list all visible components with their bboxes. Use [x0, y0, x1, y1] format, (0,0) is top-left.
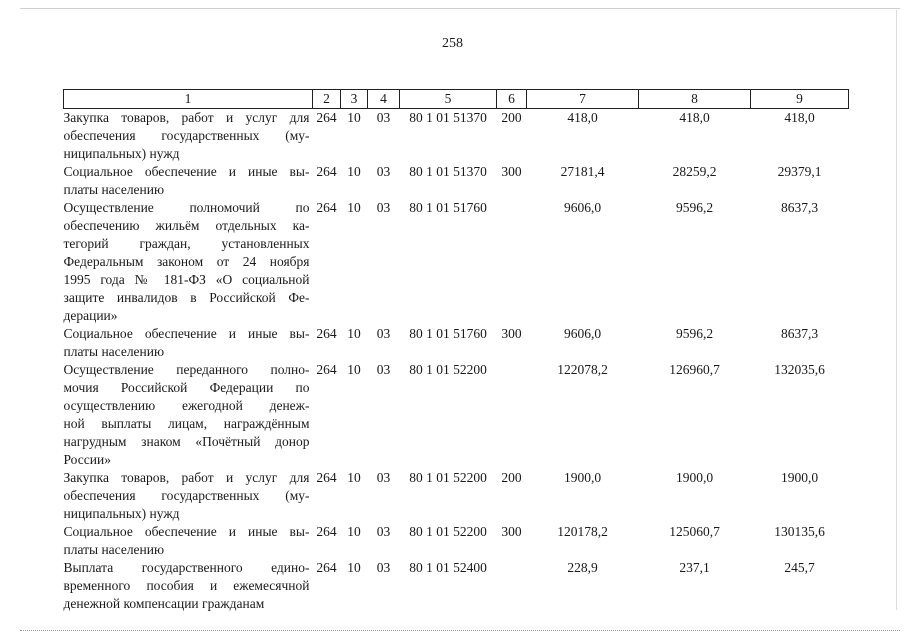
table-row — [64, 523, 849, 559]
item-name-line: платы населению — [63, 344, 165, 359]
table-body — [64, 109, 849, 614]
table-row — [64, 163, 849, 199]
item-name-line: тегорий граждан, установленных — [63, 236, 310, 251]
header-cell-6: 6 — [497, 90, 527, 109]
cell-item-name — [64, 199, 313, 325]
cell-subsection: 03 — [376, 470, 391, 485]
header-cell-9: 9 — [751, 90, 849, 109]
cell-expense-type — [497, 199, 527, 325]
cell-amount-year-3: 8637,3 — [780, 326, 819, 341]
cell-ministry-code: 264 — [316, 164, 337, 179]
cell-section: 10 — [347, 362, 361, 377]
cell-section: 10 — [347, 560, 361, 575]
item-name-line: осуществлению ежегодной денеж- — [63, 398, 310, 413]
cell-amount-year-3: 1900,0 — [780, 470, 819, 485]
cell-expense-type — [497, 361, 527, 469]
cell-amount-year-3: 245,7 — [784, 560, 815, 575]
item-name-line: Закупка товаров, работ и услуг для — [63, 110, 310, 125]
cell-subsection: 03 — [376, 362, 391, 377]
cell-subsection: 03 — [376, 326, 391, 341]
cell-ministry-code: 264 — [316, 524, 337, 539]
cell-ministry-code: 264 — [316, 110, 337, 125]
cell-section: 10 — [347, 200, 361, 215]
cell-item-name — [64, 361, 313, 469]
item-name-line: Социальное обеспечение и иные вы- — [63, 326, 310, 341]
cell-ministry-code: 264 — [316, 470, 337, 485]
cell-subsection: 03 — [376, 560, 391, 575]
cell-target-article: 80 1 01 51370 — [409, 164, 487, 179]
item-name-line: Федеральным законом от 24 ноября — [63, 254, 310, 269]
cell-amount-year-2: 125060,7 — [669, 524, 720, 539]
item-name-line: ниципальных) нужд — [63, 506, 180, 521]
item-name-line: мочия Российской Федерации по — [63, 380, 310, 395]
item-name-line: ниципальных) нужд — [63, 146, 180, 161]
item-name-line: Осуществление полномочий по — [63, 200, 310, 215]
cell-section: 10 — [347, 110, 361, 125]
item-name-line: обеспечения государственных (му- — [63, 488, 310, 503]
cell-amount-year-3: 29379,1 — [777, 164, 822, 179]
table-row — [64, 469, 849, 523]
cell-item-name — [64, 325, 313, 361]
cell-expense-type: 200 — [501, 110, 522, 125]
cell-section: 10 — [347, 470, 361, 485]
cell-ministry-code: 264 — [316, 200, 337, 215]
cell-expense-type: 200 — [501, 470, 522, 485]
item-name-line: платы населению — [63, 182, 165, 197]
cell-amount-year-3: 130135,6 — [774, 524, 825, 539]
table-row — [64, 559, 849, 613]
cell-expense-type — [497, 559, 527, 613]
header-row — [64, 90, 849, 109]
cell-subsection: 03 — [376, 524, 391, 539]
cell-amount-year-1: 9606,0 — [563, 326, 602, 341]
header-cell-3: 3 — [341, 90, 368, 109]
item-name-line: Выплата государственного едино- — [63, 560, 310, 575]
item-name-line: временного пособия и ежемесячной — [63, 578, 310, 593]
cell-expense-type: 300 — [501, 326, 522, 341]
cell-item-name — [64, 559, 313, 613]
cell-target-article: 80 1 01 52200 — [409, 524, 487, 539]
cell-ministry-code: 264 — [316, 560, 337, 575]
header-cell-1: 1 — [64, 90, 313, 109]
cell-amount-year-1: 27181,4 — [560, 164, 605, 179]
cell-item-name — [64, 109, 313, 164]
header-cell-8: 8 — [639, 90, 751, 109]
cell-target-article: 80 1 01 51760 — [409, 326, 487, 341]
item-name-line: денежной компенсации гражданам — [63, 596, 265, 611]
table-row — [64, 325, 849, 361]
header-cell-5: 5 — [400, 90, 497, 109]
item-name-line: России» — [63, 452, 111, 467]
cell-amount-year-1: 122078,2 — [557, 362, 608, 377]
header-cell-7: 7 — [527, 90, 639, 109]
cell-target-article: 80 1 01 52400 — [409, 560, 487, 575]
item-name-line: Закупка товаров, работ и услуг для — [63, 470, 310, 485]
cell-subsection: 03 — [376, 164, 391, 179]
cell-ministry-code: 264 — [316, 362, 337, 377]
cell-ministry-code: 264 — [316, 326, 337, 341]
item-name-line: нагрудным знаком «Почётный донор — [63, 434, 310, 449]
cell-amount-year-1: 418,0 — [567, 110, 598, 125]
scan-edge-right — [896, 10, 897, 610]
cell-section: 10 — [347, 524, 361, 539]
cell-subsection: 03 — [376, 200, 391, 215]
item-name-line: обеспечения государственных (му- — [63, 128, 310, 143]
cell-amount-year-1: 120178,2 — [557, 524, 608, 539]
cell-expense-type: 300 — [501, 524, 522, 539]
cell-amount-year-2: 9596,2 — [675, 326, 714, 341]
item-name-line: ной выплаты лицам, награждённым — [63, 416, 310, 431]
cell-amount-year-2: 418,0 — [679, 110, 710, 125]
cell-amount-year-2: 237,1 — [679, 560, 710, 575]
cell-amount-year-1: 228,9 — [567, 560, 598, 575]
cell-item-name — [64, 163, 313, 199]
header-cell-2: 2 — [313, 90, 341, 109]
cell-expense-type: 300 — [501, 164, 522, 179]
cell-target-article: 80 1 01 52200 — [409, 362, 487, 377]
cell-amount-year-3: 132035,6 — [774, 362, 825, 377]
scan-edge-bottom — [20, 630, 900, 632]
scan-edge-top — [20, 8, 900, 9]
table-row — [64, 109, 849, 164]
cell-section: 10 — [347, 164, 361, 179]
cell-amount-year-2: 126960,7 — [669, 362, 720, 377]
table-row — [64, 361, 849, 469]
cell-target-article: 80 1 01 52200 — [409, 470, 487, 485]
cell-item-name — [64, 523, 313, 559]
cell-target-article: 80 1 01 51760 — [409, 200, 487, 215]
item-name-line: защите инвалидов в Российской Фе- — [63, 290, 310, 305]
item-name-line: Социальное обеспечение и иные вы- — [63, 524, 310, 539]
cell-item-name — [64, 469, 313, 523]
cell-target-article: 80 1 01 51370 — [409, 110, 487, 125]
item-name-line: Социальное обеспечение и иные вы- — [63, 164, 310, 179]
cell-amount-year-2: 28259,2 — [672, 164, 717, 179]
item-name-line: платы населению — [63, 542, 165, 557]
cell-amount-year-3: 418,0 — [784, 110, 815, 125]
cell-section: 10 — [347, 326, 361, 341]
cell-amount-year-2: 1900,0 — [675, 470, 714, 485]
budget-table — [63, 89, 849, 613]
item-name-line: обеспечению жильём отдельных ка- — [63, 218, 310, 233]
cell-subsection: 03 — [376, 110, 391, 125]
page-number: 258 — [442, 36, 463, 51]
table-row — [64, 199, 849, 325]
cell-amount-year-3: 8637,3 — [780, 200, 819, 215]
cell-amount-year-2: 9596,2 — [675, 200, 714, 215]
item-name-line: Осуществление переданного полно- — [63, 362, 310, 377]
header-cell-4: 4 — [368, 90, 400, 109]
cell-amount-year-1: 1900,0 — [563, 470, 602, 485]
item-name-line: дерации» — [63, 308, 118, 323]
item-name-line: 1995 года № 181-ФЗ «О социальной — [63, 272, 310, 287]
cell-amount-year-1: 9606,0 — [563, 200, 602, 215]
